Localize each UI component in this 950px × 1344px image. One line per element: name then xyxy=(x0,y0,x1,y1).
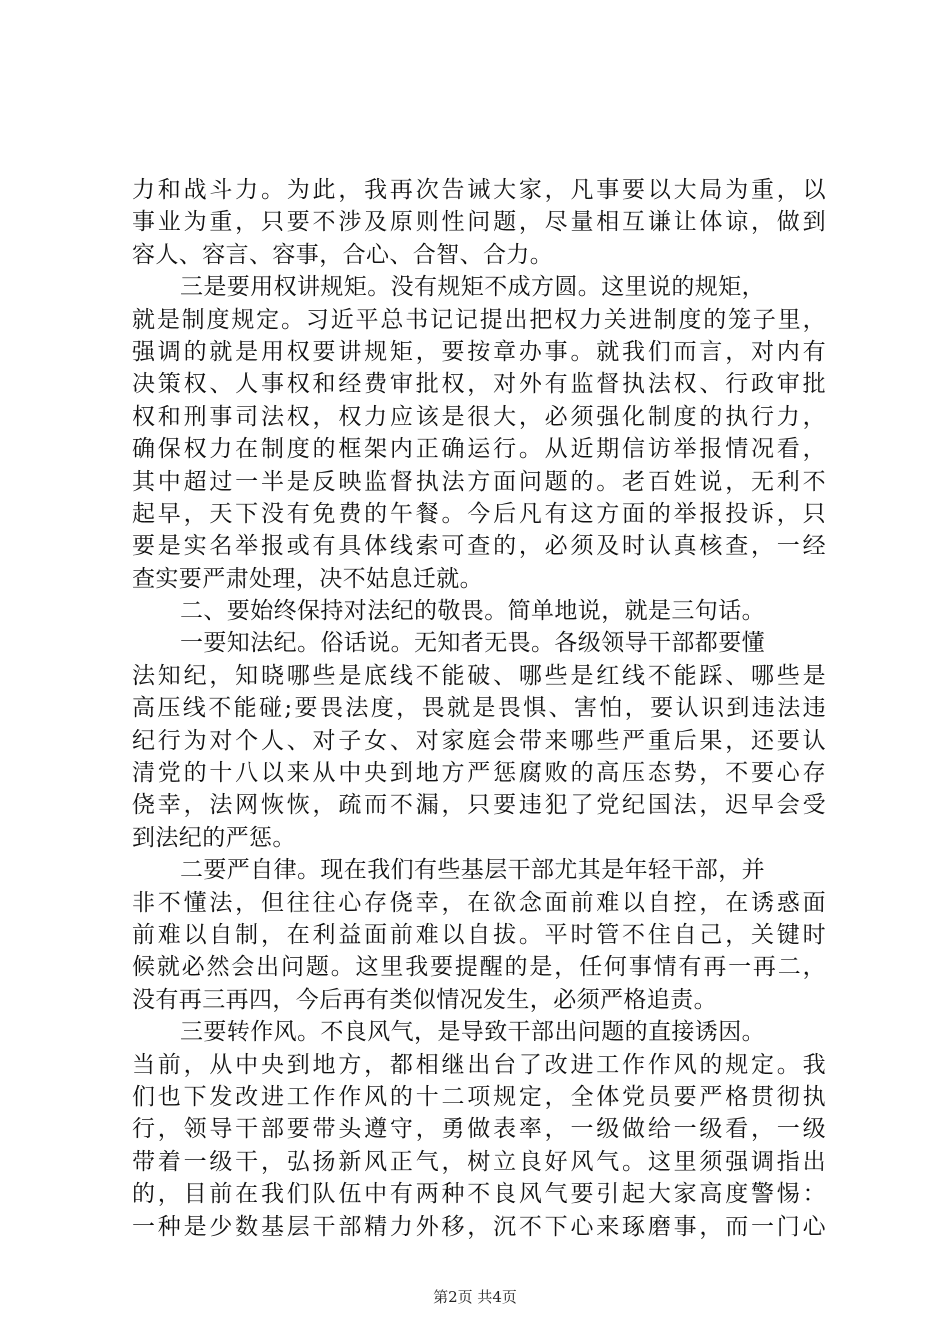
text-line: 高压线不能碰;要畏法度，畏就是畏惧、害怕，要认识到违法违 xyxy=(132,695,826,722)
text-line: 清党的十八以来从中央到地方严惩腐败的高压态势，不要心存 xyxy=(132,760,826,787)
text-line: 查实要严肃处理，决不姑息迁就。 xyxy=(132,565,483,592)
text-line: 就是制度规定。习近平总书记记提出把权力关进制度的笼子里， xyxy=(132,306,826,333)
text-line: 行，领导干部要带头遵守，勇做表率，一级做给一级看，一级 xyxy=(132,1116,826,1143)
text-line: 二要严自律。现在我们有些基层干部尤其是年轻干部，并 xyxy=(180,857,765,884)
text-line: 权和刑事司法权，权力应该是很大，必须强化制度的执行力， xyxy=(132,403,826,430)
text-line: 一要知法纪。俗话说。无知者无畏。各级领导干部都要懂 xyxy=(180,630,765,657)
text-line: 强调的就是用权要讲规矩，要按章办事。就我们而言，对内有 xyxy=(132,338,826,365)
text-line: 们也下发改进工作作风的十二项规定，全体党员要严格贯彻执 xyxy=(132,1083,826,1110)
text-line: 当前，从中央到地方，都相继出台了改进工作作风的规定。我 xyxy=(132,1051,826,1078)
text-line: 到法纪的严惩。 xyxy=(132,824,296,851)
text-line: 侥幸，法网恢恢，疏而不漏，只要违犯了党纪国法，迟早会受 xyxy=(132,792,826,819)
text-line: 事业为重，只要不涉及原则性问题，尽量相互谦让体谅，做到 xyxy=(132,209,826,236)
text-line: 确保权力在制度的框架内正确运行。从近期信访举报情况看， xyxy=(132,436,826,463)
text-line: 带着一级干，弘扬新风正气，树立良好风气。这里须强调指出 xyxy=(132,1148,826,1175)
text-line: 没有再三再四，今后再有类似情况发生，必须严格追责。 xyxy=(132,986,717,1013)
text-line: 三是要用权讲规矩。没有规矩不成方圆。这里说的规矩， xyxy=(180,274,765,301)
text-line: 起早，天下没有免费的午餐。今后凡有这方面的举报投诉，只 xyxy=(132,500,826,527)
text-line: 非不懂法，但往往心存侥幸，在欲念面前难以自控，在诱惑面 xyxy=(132,889,826,916)
text-line: 二、要始终保持对法纪的敬畏。简单地说，就是三句话。 xyxy=(180,598,765,625)
document-body xyxy=(132,174,826,1243)
text-line: 候就必然会出问题。这里我要提醒的是，任何事情有再一再二， xyxy=(132,954,826,981)
text-line: 一种是少数基层干部精力外移，沉不下心来琢磨事，而一门心 xyxy=(132,1213,826,1240)
page-number-footer: 第2页 共4页 xyxy=(433,1288,517,1306)
text-line: 要是实名举报或有具体线索可查的，必须及时认真核查，一经 xyxy=(132,533,826,560)
text-line: 力和战斗力。为此，我再次告诫大家，凡事要以大局为重，以 xyxy=(132,177,826,203)
text-line: 决策权、人事权和经费审批权，对外有监督执法权、行政审批 xyxy=(132,371,826,398)
text-line: 前难以自制，在利益面前难以自拔。平时管不住自己，关键时 xyxy=(132,921,826,948)
text-line: 的，目前在我们队伍中有两种不良风气要引起大家高度警惕： xyxy=(132,1181,826,1208)
text-line: 容人、容言、容事，合心、合智、合力。 xyxy=(132,241,554,268)
text-line: 三要转作风。不良风气，是导致干部出问题的直接诱因。 xyxy=(180,1019,765,1046)
text-line: 纪行为对个人、对子女、对家庭会带来哪些严重后果，还要认 xyxy=(132,727,826,754)
text-line: 其中超过一半是反映监督执法方面问题的。老百姓说，无利不 xyxy=(132,468,826,495)
text-line: 法知纪，知晓哪些是底线不能破、哪些是红线不能踩、哪些是 xyxy=(132,662,826,689)
